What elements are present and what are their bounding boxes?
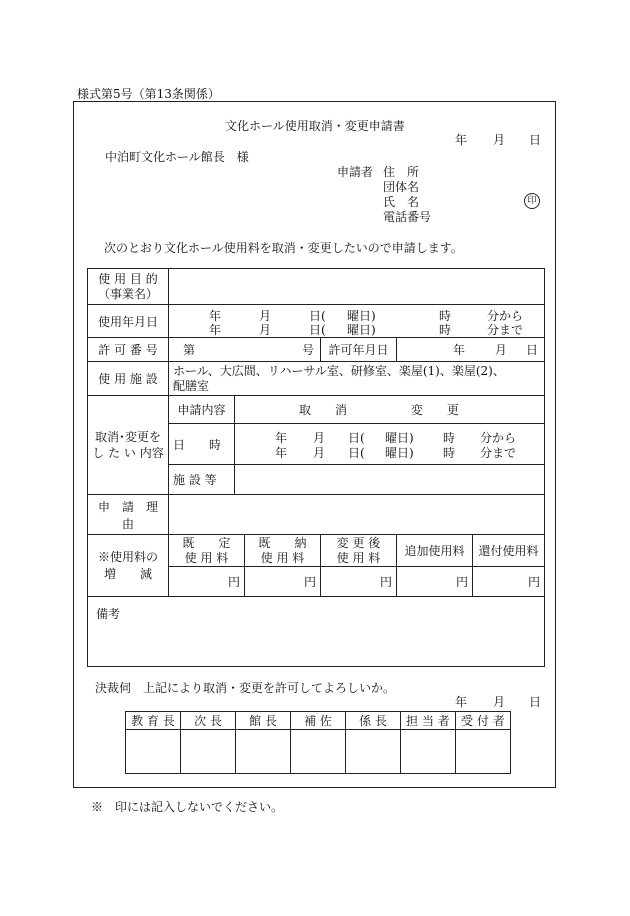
- date-minute-from: 分から: [487, 309, 524, 323]
- usage-date-input[interactable]: [169, 305, 545, 338]
- reason-input[interactable]: [169, 495, 545, 535]
- applicant-name-label: 氏 名: [383, 195, 420, 209]
- stamp-box-row: [126, 730, 511, 774]
- stamp-box[interactable]: [291, 730, 346, 774]
- purpose-input[interactable]: [169, 269, 545, 305]
- date-month-to: 月: [259, 323, 272, 337]
- facility-line2: 配膳室: [173, 378, 210, 393]
- applicant-label: 申請者: [337, 165, 374, 179]
- permit-day: 日: [525, 343, 538, 357]
- dt-minute-to: 分まで: [480, 446, 517, 460]
- dt-hour-to: 時: [443, 446, 456, 460]
- fee-header-existing: [169, 535, 245, 567]
- stamp-header-kakaricho: 係 長: [346, 712, 401, 730]
- stamp-header-jicho: 次 長: [181, 712, 236, 730]
- permit-row: [88, 338, 545, 362]
- change-label-line1: 取消･変更を: [94, 430, 161, 444]
- change-label-line2: し た い 内容: [92, 446, 164, 460]
- date-year-to: 年: [209, 323, 222, 337]
- stamp-box[interactable]: [401, 730, 456, 774]
- fee-header-additional: 追加使用料: [397, 535, 473, 567]
- fee-header-existing-2: 使 用 料: [184, 550, 229, 565]
- applicant-phone-label: 電話番号: [383, 210, 432, 224]
- remarks-label: 備考: [96, 607, 121, 621]
- permit-date-input[interactable]: [397, 338, 545, 362]
- dt-year-to: 年: [275, 446, 288, 460]
- decision-day: 日: [529, 695, 542, 709]
- fee-header-paid: [245, 535, 321, 567]
- permit-year: 年: [453, 343, 466, 357]
- facility-line1: ホール、大広間、リハーサル室、研修室、楽屋(1)、楽屋(2)、: [173, 363, 505, 378]
- fee-changed-input[interactable]: 円: [321, 567, 397, 597]
- fee-existing-input[interactable]: 円: [169, 567, 245, 597]
- fee-header-paid-1: 既 納: [258, 535, 307, 550]
- stamp-header-kancho: 館 長: [236, 712, 291, 730]
- remarks-row: [88, 597, 545, 667]
- date-day-from: 日(: [309, 309, 326, 323]
- fee-refund-input[interactable]: 円: [473, 567, 545, 597]
- fee-header-paid-2: 使 用 料: [260, 550, 305, 565]
- dt-year-from: 年: [275, 431, 288, 445]
- dt-day-to: 日(: [348, 446, 365, 460]
- date-day: 日: [529, 133, 542, 147]
- dt-weekday-from: 曜日): [385, 431, 414, 445]
- permit-month: 月: [494, 343, 507, 357]
- fee-paid-input[interactable]: 円: [245, 567, 321, 597]
- decision-year: 年: [455, 695, 468, 709]
- applicant-group-label: 団体名: [383, 180, 420, 194]
- change-option[interactable]: 変 更: [410, 403, 459, 417]
- date-hour-from: 時: [439, 309, 452, 323]
- fee-label-line2: 増 減: [103, 566, 152, 581]
- change-label: [88, 396, 169, 495]
- date-minute-to: 分まで: [487, 323, 524, 337]
- change-datetime-input[interactable]: [235, 424, 545, 465]
- usage-date-row: [88, 305, 545, 338]
- remarks-input[interactable]: [88, 597, 545, 667]
- facility-etc-label: 施 設 等: [169, 465, 235, 495]
- date-month-from: 月: [259, 309, 272, 323]
- stamp-box[interactable]: [346, 730, 401, 774]
- approval-stamp-table: [125, 711, 511, 774]
- stamp-header-uketsuke: 受 付 者: [456, 712, 511, 730]
- permit-label: 許 可 番 号: [88, 338, 169, 362]
- stamp-header-row: [126, 712, 511, 730]
- facility-row: [88, 362, 545, 396]
- fee-header-changed-2: 使 用 料: [336, 550, 381, 565]
- dt-month-from: 月: [313, 431, 326, 445]
- usage-date-label: 使用年月日: [88, 305, 169, 338]
- dt-month-to: 月: [313, 446, 326, 460]
- fee-additional-input[interactable]: 円: [397, 567, 473, 597]
- stamp-header-tantosha: 担 当 者: [401, 712, 456, 730]
- date-year-from: 年: [209, 309, 222, 323]
- dt-day-from: 日(: [348, 431, 365, 445]
- date-hour-to: 時: [439, 323, 452, 337]
- fee-header-changed: [321, 535, 397, 567]
- purpose-label-line1: 使 用 目 的: [98, 271, 158, 286]
- stamp-box[interactable]: [236, 730, 291, 774]
- fee-header-row: [88, 535, 545, 567]
- purpose-label: [88, 269, 169, 305]
- decision-month: 月: [493, 695, 506, 709]
- date-year: 年: [455, 133, 468, 147]
- permit-suffix: 号: [301, 343, 314, 357]
- dt-minute-from: 分から: [480, 431, 517, 445]
- fee-header-existing-1: 既 定: [182, 535, 231, 550]
- date-weekday-from: 曜日): [347, 309, 376, 323]
- fee-header-changed-1: 変 更 後: [336, 535, 381, 550]
- content-choice[interactable]: [235, 396, 545, 424]
- permit-date-label: 許可年月日: [321, 338, 397, 362]
- fee-label: [88, 535, 169, 597]
- applicant-address-label: 住 所: [383, 165, 420, 179]
- application-table: [87, 268, 545, 667]
- permit-number-input[interactable]: [169, 338, 321, 362]
- purpose-row: [88, 269, 545, 305]
- footnote: ※ 印には記入しないでください。: [91, 800, 284, 814]
- date-weekday-to: 曜日): [347, 323, 376, 337]
- stamp-box[interactable]: [181, 730, 236, 774]
- stamp-header-kyoikucho: 教 育 長: [126, 712, 181, 730]
- addressee: 中泊町文化ホール館長 様: [105, 150, 249, 164]
- purpose-label-line2: （事業名）: [97, 286, 158, 301]
- date-day-to: 日(: [309, 323, 326, 337]
- stamp-box[interactable]: [456, 730, 511, 774]
- change-content-row: [88, 396, 545, 424]
- reason-row: [88, 495, 545, 535]
- fee-label-line1: ※使用料の: [97, 549, 158, 564]
- stamp-header-hosa: 補 佐: [291, 712, 346, 730]
- seal-mark: 印: [524, 193, 540, 209]
- cancel-option[interactable]: 取 消: [299, 403, 348, 417]
- form-title: 文化ホール使用取消・変更申請書: [225, 119, 405, 133]
- reason-label: 申 請 理 由: [88, 495, 169, 535]
- intro-text: 次のとおり文化ホール使用料を取消・変更したいので申請します。: [104, 241, 463, 255]
- datetime-label: 日 時: [169, 424, 235, 465]
- facility-etc-input[interactable]: [235, 465, 545, 495]
- decision-text: 上記により取消・変更を許可してよろしいか。: [143, 681, 396, 695]
- date-month: 月: [493, 133, 506, 147]
- dt-hour-from: 時: [443, 431, 456, 445]
- fee-header-refund: 還付使用料: [473, 535, 545, 567]
- stamp-box[interactable]: [126, 730, 181, 774]
- facility-options[interactable]: [169, 362, 545, 396]
- form-number: 様式第5号（第13条関係）: [77, 87, 220, 101]
- facility-label: 使 用 施 設: [88, 362, 169, 396]
- dt-weekday-to: 曜日): [385, 446, 414, 460]
- permit-prefix: 第: [183, 343, 196, 357]
- decision-label: 決裁伺: [95, 681, 132, 695]
- content-label: 申請内容: [169, 396, 235, 424]
